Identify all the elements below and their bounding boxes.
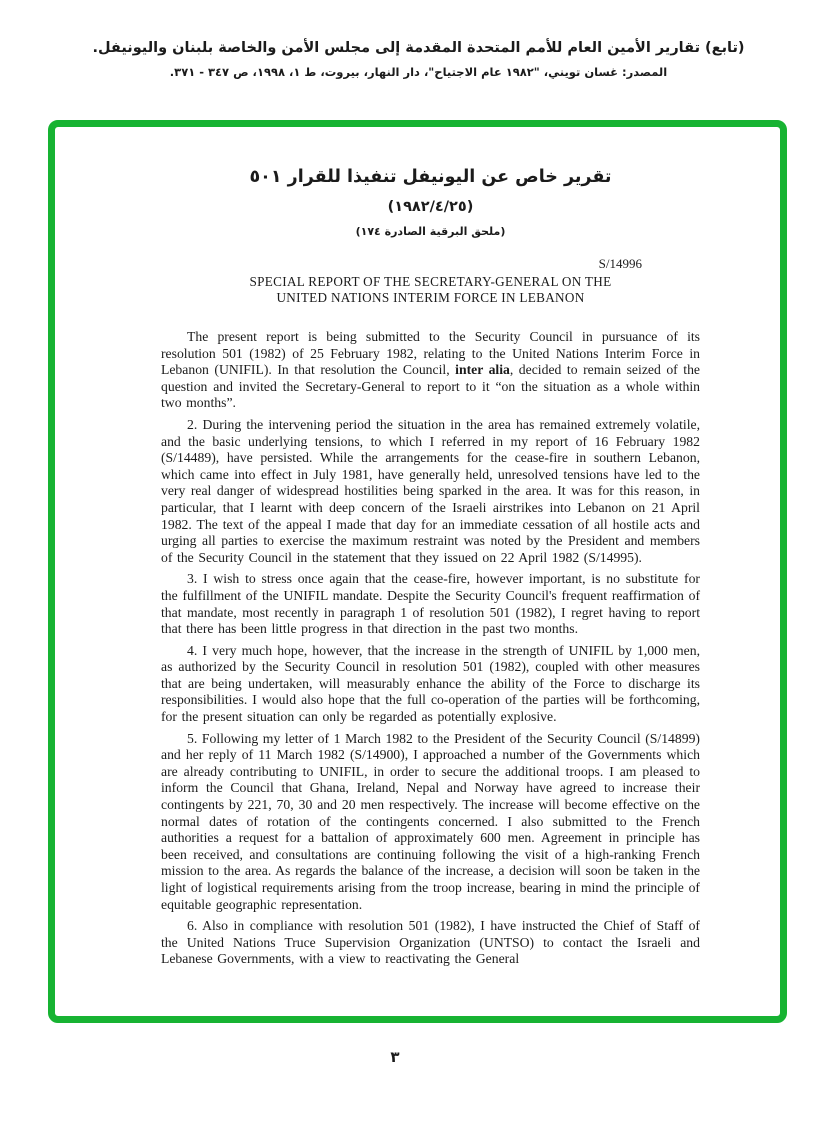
arabic-annex-note: (ملحق البرقية الصادرة ١٧٤)	[355, 225, 506, 238]
paragraph-1-post: , decided to remain seized of the question and invited the Secretary-General to report to it “on the situation as a whole within two months”.	[161, 362, 700, 411]
header-title-line: (تابع) تقارير الأمين العام للأمم المتحدة المقدمة إلى مجلس الأمن والخاصة بلبنان واليونيفل.	[92, 40, 745, 56]
green-highlight-frame	[48, 120, 787, 1023]
page-number: ٣	[390, 1048, 400, 1066]
report-body	[161, 329, 700, 968]
paragraph-2: 2. During the intervening period the situation in the area has remained extremely volatile, and the basic underlying tensions, to which I referred in my report of 16 February 1982 (S/14489), have persisted. While the arrangements for the cease-fire in southern Lebanon, which came into effect in July 1981, have generally held, unresolved tensions have led to the very real danger of widespread hostilities being sparked in the area. It was for this reason, in particular, that I learnt with deep concern of the Israeli airstrikes into Lebanon on 21 April 1982. The text of the appeal I made that day for an immediate cessation of all hostile acts and urging all parties to exercise the maximum restraint was noted by the President and members of the Security Council in the statement that they issued on 22 April 1982 (S/14995).	[161, 416, 700, 565]
document-symbol: S/14996	[598, 256, 642, 271]
paragraph-1	[161, 329, 700, 412]
paragraph-6: 6. Also in compliance with resolution 501 (1982), I have instructed the Chief of Staff of the United Nations Truce Supervision Organization (UNTSO) to contact the Israeli and Lebanese Governments, with a view to reactivating the General	[161, 918, 700, 967]
arabic-title-block	[161, 127, 700, 238]
paragraph-3: 3. I wish to stress once again that the cease-fire, however important, is no substitute for the fulfillment of the UNIFIL mandate. Despite the Security Council's frequent reaffirmation of that mandate, most recently in paragraph 1 of resolution 501 (1982), I regret having to report that there has been little progress in that direction in the past two months.	[161, 571, 700, 637]
english-report-title	[161, 274, 700, 305]
english-title-line2: UNITED NATIONS INTERIM FORCE IN LEBANON	[276, 289, 585, 305]
header-source-line: المصدر: غسان تويني، "١٩٨٢ عام الاجتياح"، دار النهار، بيروت، ط ١، ١٩٩٨، ص ٣٤٧ - ٣٧١.	[169, 65, 668, 79]
arabic-report-title: تقرير خاص عن اليونيفل تنفيذا للقرار ٥٠١	[249, 167, 612, 187]
paragraph-4: 4. I very much hope, however, that the increase in the strength of UNIFIL by 1,000 men, as authorized by the Security Council in resolution 501 (1982), coupled with other measures that are being undertaken, will measurably enhance the ability of the Force to discharge its responsibilities. I would also hope that the full co-operation of the parties will be forthcoming, for the present situation can only be regarded as potentially explosive.	[161, 642, 700, 725]
paragraph-1-bold: inter alia	[455, 362, 510, 378]
paragraph-1-pre: The present report is being submitted to the Security Council in pursuance of its resolution 501 (1982) of 25 February 1982, relating to the United Nations Interim Force in Lebanon (UNIFIL). In that resolution the Council,	[161, 329, 700, 378]
paragraph-5: 5. Following my letter of 1 March 1982 to the President of the Security Council (S/14899) and her reply of 11 March 1982 (S/14900), I approached a number of the Governments which are already contributing to UNIFIL, in order to secure the additional troops. I am pleased to inform the Council that Ghana, Ireland, Nepal and Norway have agreed to increase their contingents by 221, 70, 30 and 20 men respectively. The increase will become effective on the normal dates of rotation of the contingents concerned. I also submitted to the French authorities a request for a battalion of approximately 600 men. Agreement in principle has been received, and consultations are continuing following the visit of a high-ranking French mission to the area. As regards the balance of the increase, a decision will soon be taken in the light of logistical requirements arising from the troop increase, bearing in mind the principle of equitable geographic representation.	[161, 730, 700, 912]
english-title-line1: SPECIAL REPORT OF THE SECRETARY-GENERAL ON THE	[249, 274, 612, 289]
arabic-page-header	[0, 40, 837, 79]
document-content	[161, 127, 700, 1016]
arabic-report-date: (١٩٨٢/٤/٢٥)	[387, 199, 474, 215]
